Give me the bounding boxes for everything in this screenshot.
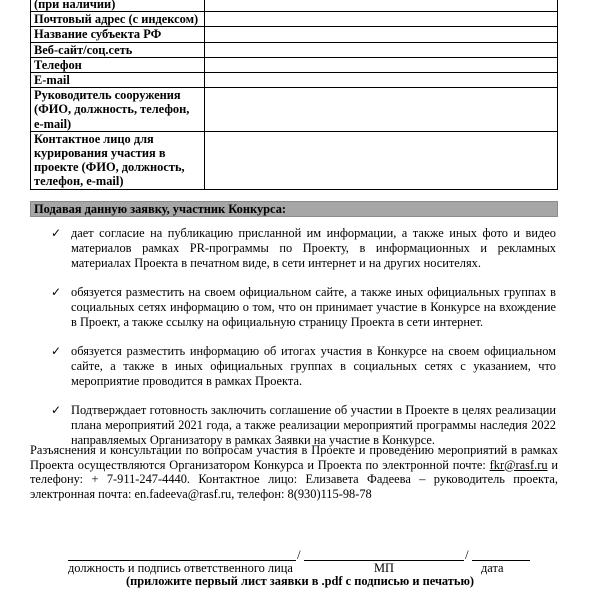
commitments-list: [51, 226, 556, 462]
list-item: [51, 226, 556, 271]
form-row-value[interactable]: [205, 12, 558, 27]
form-row: [31, 88, 558, 132]
form-row-label: Почтовый адрес (с индексом): [31, 12, 205, 27]
section-title: Подавая данную заявку, участник Конкурса:: [34, 202, 287, 216]
section-header: [30, 201, 558, 217]
form-row: [31, 12, 558, 27]
email-link[interactable]: fkr@rasf.ru: [489, 457, 548, 472]
separator-slash: /: [297, 547, 301, 562]
position-signature-label: должность и подпись ответственного лица: [68, 561, 293, 575]
form-row-value[interactable]: [205, 0, 558, 12]
list-item: [51, 403, 556, 448]
form-row-label: E-mail: [31, 73, 205, 88]
form-row-value[interactable]: [205, 88, 558, 132]
check-icon: ✓: [51, 285, 62, 299]
form-row: [31, 0, 558, 12]
list-item: [51, 344, 556, 389]
check-icon: ✓: [51, 403, 62, 417]
list-item-text: обязуется разместить на своем официальном сайте, а также иных официальных группах в социальных сетях информацию о том, что он принимает участие в Конкурсе на вхождение в Проект, а также ссылку на официальную страницу Проекта в сети интернет.: [71, 285, 556, 329]
form-row-value[interactable]: [205, 73, 558, 88]
form-row-value[interactable]: [205, 42, 558, 57]
contact-text-before: Разъяснения и консультации по вопросам участия в Проекте и проведению мероприятий в рамках Проекта осуществляются Организатором Конкурса и Проекта по электронной почте:: [30, 443, 558, 472]
list-item: [51, 285, 556, 330]
attachment-note: (приложите первый лист заявки в .pdf с подписью и печатью): [125, 574, 475, 588]
form-row-label: (при наличии): [31, 0, 205, 12]
contact-info-paragraph: [30, 443, 558, 501]
list-item-text: дает согласие на публикацию присланной им информации, а также иных фото и видео материалов рамках PR-программы по Проекту, в информационных и рекламных материалах Проекта в печатном виде, в сети интернет и на других носителях.: [71, 226, 556, 270]
check-icon: ✓: [51, 226, 62, 240]
form-row-label: Веб-сайт/соц.сеть: [31, 42, 205, 57]
form-row-label: Руководитель сооружения (ФИО, должность, телефон, e-mail): [31, 88, 205, 132]
form-row-label: Название субъекта РФ: [31, 27, 205, 42]
separator-slash: /: [465, 547, 469, 562]
form-row-value[interactable]: [205, 131, 558, 189]
form-row: [31, 73, 558, 88]
application-form-table: [30, 0, 558, 190]
form-row-label: Телефон: [31, 57, 205, 72]
form-row: [31, 42, 558, 57]
check-icon: ✓: [51, 344, 62, 358]
stamp-label: МП: [374, 561, 394, 575]
contact-text-after: и телефону: + 7-911-247-4440. Контактное лицо: Елизавета Фадеева – руководитель проекта, электронная почта: en.fadeeva@rasf.ru, телефон: 8(930)115-98-78: [30, 457, 558, 501]
date-label: дата: [481, 561, 504, 575]
list-item-text: обязуется разместить информацию об итогах участия в Конкурсе на своем официальном сайте, а также в иных официальных группах в социальных сетях с указанием, что мероприятие проводится в рамках Проекта.: [71, 344, 556, 388]
form-row-value[interactable]: [205, 27, 558, 42]
form-row-value[interactable]: [205, 57, 558, 72]
form-row-label: Контактное лицо для курирования участия в проекте (ФИО, должность, телефон, e-mail): [31, 131, 205, 189]
form-row: [31, 131, 558, 189]
list-item-text: Подтверждает готовность заключить соглашение об участии в Проекте в целях реализации плана мероприятий 2021 года, а также реализации мероприятий программы наследия 2022 направляемых Организатору в рамках Заявки на участие в Конкурсе.: [71, 403, 556, 447]
form-row: [31, 27, 558, 42]
form-row: [31, 57, 558, 72]
